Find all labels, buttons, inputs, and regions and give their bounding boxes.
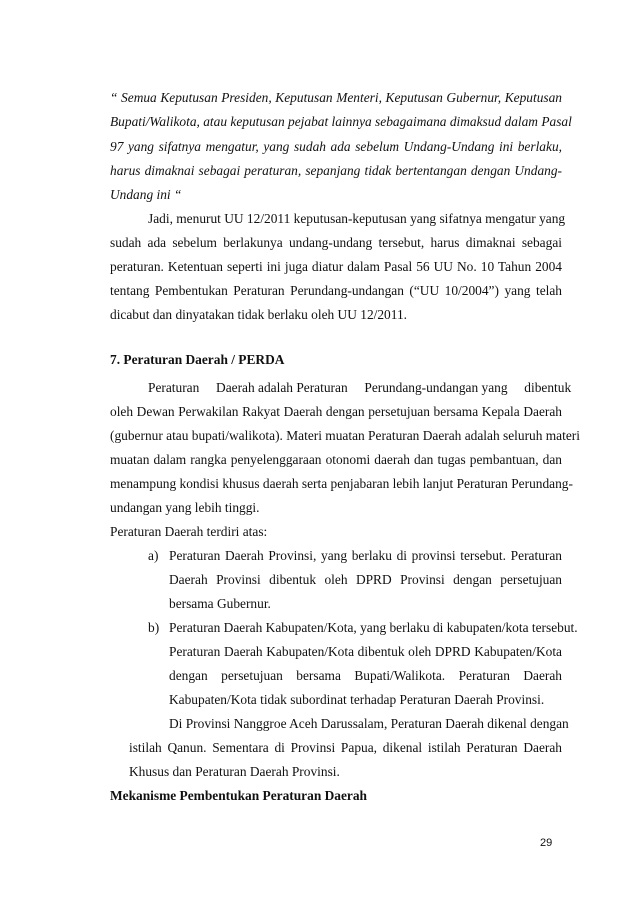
quote-line: 97 yang sifatnya mengatur, yang sudah ada sebelum Undang-Undang ini berlaku, xyxy=(110,139,562,154)
paragraph-line: istilah Qanun. Sementara di Provinsi Papua, dikenal istilah Peraturan Daerah xyxy=(129,740,562,755)
list-marker: b) xyxy=(148,620,160,635)
paragraph-line: sudah ada sebelum berlakunya undang-undang tersebut, harus dimaknai sebagai xyxy=(110,235,562,250)
paragraph-line: oleh Dewan Perwakilan Rakyat Daerah dengan persetujuan bersama Kepala Daerah xyxy=(110,404,562,419)
paragraph-line: (gubernur atau bupati/walikota). Materi muatan Peraturan Daerah adalah seluruh materi xyxy=(110,428,580,443)
list-item-line: dengan persetujuan bersama Bupati/Walikota. Peraturan Daerah xyxy=(169,668,562,683)
paragraph-line: Khusus dan Peraturan Daerah Provinsi. xyxy=(129,764,340,779)
subheading: Mekanisme Pembentukan Peraturan Daerah xyxy=(110,788,368,803)
section-heading: 7. Peraturan Daerah / PERDA xyxy=(110,352,285,367)
paragraph-line: Di Provinsi Nanggroe Aceh Darussalam, Peraturan Daerah dikenal dengan xyxy=(169,716,569,731)
paragraph-line: peraturan. Ketentuan seperti ini juga diatur dalam Pasal 56 UU No. 10 Tahun 2004 xyxy=(110,259,562,274)
paragraph-line: menampung kondisi khusus daerah serta penjabaran lebih lanjut Peraturan Perundang- xyxy=(110,476,573,491)
list-marker: a) xyxy=(148,548,159,563)
paragraph-line: muatan dalam rangka penyelenggaraan otonomi daerah dan tugas pembantuan, dan xyxy=(110,452,562,467)
list-item-line: bersama Gubernur. xyxy=(169,596,271,611)
list-item-line: Peraturan Daerah Provinsi, yang berlaku di provinsi tersebut. Peraturan xyxy=(169,548,562,563)
paragraph-line: Peraturan Daerah adalah Peraturan Perundang-undangan yang dibentuk xyxy=(148,380,572,395)
paragraph-line: Jadi, menurut UU 12/2011 keputusan-keputusan yang sifatnya mengatur yang xyxy=(148,211,566,226)
list-intro: Peraturan Daerah terdiri atas: xyxy=(110,524,268,539)
quote-line: Bupati/Walikota, atau keputusan pejabat lainnya sebagaimana dimaksud dalam Pasal xyxy=(110,114,572,129)
page-number: 29 xyxy=(540,837,553,849)
paragraph-line: tentang Pembentukan Peraturan Perundang-undangan (“UU 10/2004”) yang telah xyxy=(110,283,562,298)
list-item-line: Peraturan Daerah Kabupaten/Kota dibentuk oleh DPRD Kabupaten/Kota xyxy=(169,644,562,659)
list-item-line: Daerah Provinsi dibentuk oleh DPRD Provinsi dengan persetujuan xyxy=(169,572,562,587)
quote-line: Undang ini “ xyxy=(110,187,182,202)
quote-line: harus dimaknai sebagai peraturan, sepanjang tidak bertentangan dengan Undang- xyxy=(110,163,562,178)
quote-line: “ Semua Keputusan Presiden, Keputusan Menteri, Keputusan Gubernur, Keputusan xyxy=(110,90,562,105)
list-item-line: Kabupaten/Kota tidak subordinat terhadap Peraturan Daerah Provinsi. xyxy=(169,692,545,707)
paragraph-line: undangan yang lebih tinggi. xyxy=(110,500,260,515)
paragraph-line: dicabut dan dinyatakan tidak berlaku oleh UU 12/2011. xyxy=(110,307,407,322)
list-item-line: Peraturan Daerah Kabupaten/Kota, yang berlaku di kabupaten/kota tersebut. xyxy=(169,620,578,635)
